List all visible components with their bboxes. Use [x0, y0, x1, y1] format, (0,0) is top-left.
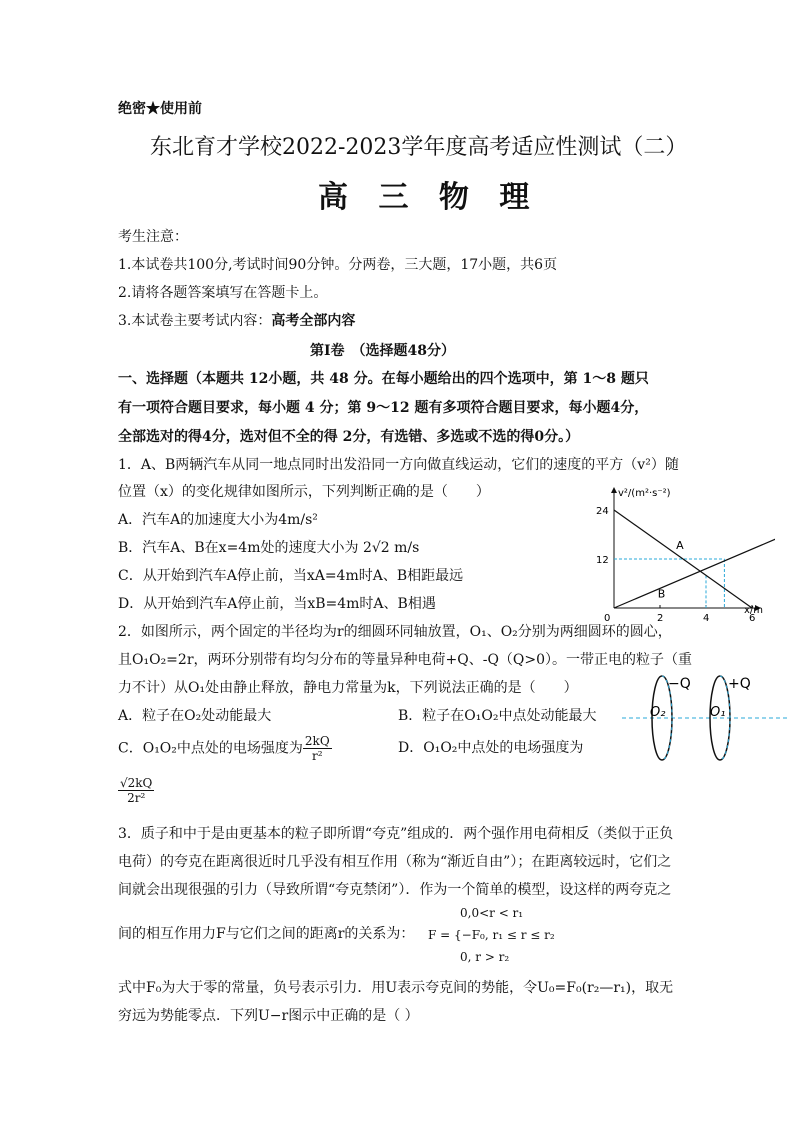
notice-heading: 考生注意： — [118, 229, 188, 245]
q2-stem: 2．如图所示，两个固定的半径均为r的细圆环同轴放置，O₁、O₂分别为两细圆环的圆心， — [118, 624, 672, 640]
q2-stem: 且O₁O₂=2r，两环分别带有均匀分布的等量异种电荷+Q、-Q（Q>0）。一带正电的粒子（重 — [118, 652, 693, 668]
x-tick-label: 4 — [703, 613, 710, 622]
series-line-B — [614, 537, 775, 608]
q2-option-c: C．O₁O₂中点处的电场强度为 $\frac{2kQ}{\text{r²}}$ — [118, 734, 330, 763]
q2-option-d-fraction: $\frac{√2kQ}{\text{2r²}}$ — [120, 776, 153, 805]
y-axis-label: v²/(m²·s⁻²) — [618, 488, 671, 499]
x-tick-label: 0 — [604, 613, 611, 622]
section-instruction: 有一项符合题目要求，每小题 4 分；第 9～12 题有多项符合题目要求，每小题4分， — [118, 400, 649, 416]
notice-item-bold: 高考全部内容 — [271, 313, 356, 329]
y-tick-label: 12 — [596, 555, 609, 566]
y-tick-label: 24 — [596, 506, 609, 517]
notice-item: 3.本试卷主要考试内容：高考全部内容 — [118, 313, 356, 329]
subject-title: 高 三 物 理 — [318, 180, 540, 215]
q3-stem: 间的相互作用力F与它们之间的距离r的关系为： — [118, 926, 415, 942]
q1-stem: 位置（x）的变化规律如图所示，下列判断正确的是（ ） — [118, 484, 490, 500]
q2-stem: 力不计）从O₁处由静止释放，静电力常量为k，下列说法正确的是（ ） — [118, 680, 578, 696]
series-label-B: B — [657, 587, 666, 601]
q3-stem: 间就会出现很强的引力（导致所谓“夸克禁闭”）．作为一个简单的模型，设这样的两夸克之 — [118, 882, 672, 898]
notice-item: 1.本试卷共100分,考试时间90分钟。分两卷，三大题，17小题，共6页 — [118, 257, 558, 273]
q3-case-3: 0, r > r₂ — [460, 950, 510, 964]
q1-option-d: D．从开始到汽车A停止前，当xB=4m时A、B相遇 — [118, 596, 436, 612]
q1-option-a: A．汽车A的加速度大小为4m/s² — [118, 512, 318, 528]
o2-label: O₂ — [650, 705, 666, 720]
q2-rings-figure — [620, 672, 790, 772]
section-instruction: 一、选择题（本题共 12小题，共 48 分。在每小题给出的四个选项中，第 1～8 题只 — [118, 371, 649, 387]
x-axis-label: x/m — [744, 605, 764, 616]
q3-case-2: F = {−F₀, r₁ ≤ r ≤ r₂ — [428, 928, 555, 942]
x-tick-label: 6 — [749, 613, 756, 622]
secret-mark: 绝密★使用前 — [118, 101, 202, 117]
q3-stem: 穷远为势能零点．下列U−r图示中正确的是（ ） — [118, 1008, 419, 1024]
o1-label: O₁ — [710, 705, 726, 720]
volume-title: 第Ⅰ卷 （选择题48分） — [310, 343, 456, 359]
q3-stem: 电荷）的夸克在距离很近时几乎没有相互作用（称为“渐近自由”）；在距离较远时，它们之 — [118, 854, 672, 870]
q2-option-a: A．粒子在O₂处动能最大 — [118, 708, 272, 724]
notice-item: 2.请将各题答案填写在答题卡上。 — [118, 285, 328, 301]
q2-option-d: D．O₁O₂中点处的电场强度为 — [398, 740, 584, 756]
pos-charge-label: +Q — [728, 676, 751, 692]
neg-charge-label: −Q — [668, 676, 691, 692]
q3-stem: 3．质子和中于是由更基本的粒子即所谓“夸克”组成的．两个强作用电荷相反（类似于正负 — [118, 826, 674, 842]
q1-option-c: C．从开始到汽车A停止前，当xA=4m时A、B相距最远 — [118, 568, 464, 584]
school-title: 东北育才学校2022-2023学年度高考适应性测试（二） — [150, 135, 688, 160]
q3-case-1: 0,0<r < r₁ — [460, 906, 524, 920]
q1-option-b: B．汽车A、B在x=4m处的速度大小为 2√2 m/s — [118, 540, 420, 556]
series-label-A: A — [676, 538, 684, 552]
q3-stem: 式中F₀为大于零的常量，负号表示引力．用U表示夸克间的势能，令U₀=F₀(r₂—r₁)，取无 — [118, 980, 674, 996]
x-tick-label: 2 — [657, 613, 664, 622]
q1-chart — [590, 482, 775, 622]
q2-option-b: B．粒子在O₁O₂中点处动能最大 — [398, 708, 597, 724]
q1-stem: 1．A、B两辆汽车从同一地点同时出发沿同一方向做直线运动，它们的速度的平方（v²）随 — [118, 457, 679, 473]
section-instruction: 全部选对的得4分，选对但不全的得 2分，有选错、多选或不选的得0分。） — [118, 429, 580, 445]
